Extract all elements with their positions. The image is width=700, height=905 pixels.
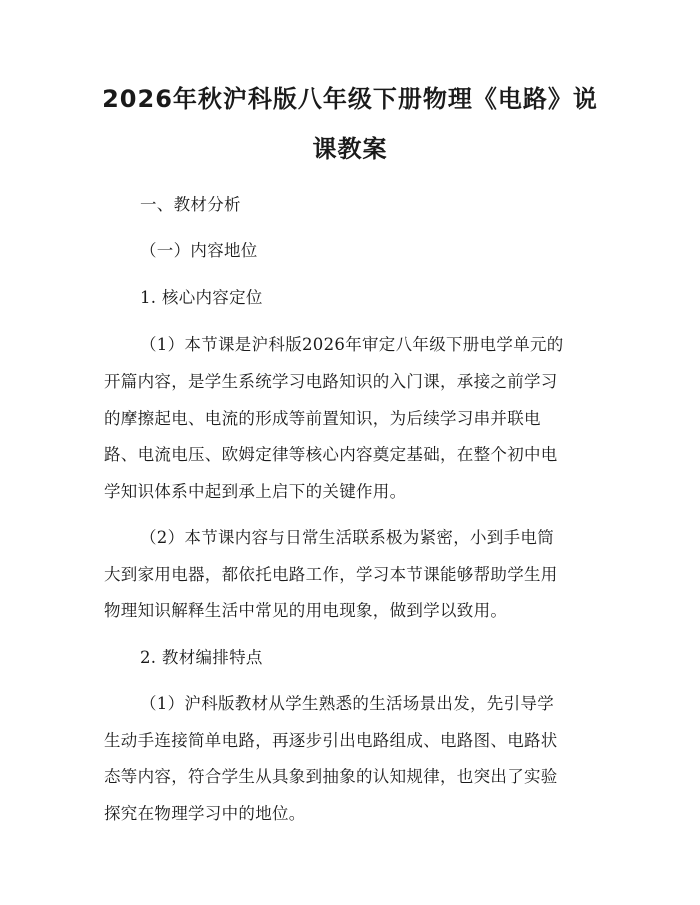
paragraph-2-line-2: 大到家用电器，都依托电路工作，学习本节课能够帮助学生用 — [104, 565, 558, 584]
item-heading-compilation-features: 2. 教材编排特点 — [140, 648, 263, 667]
subsection-heading-content-position: （一）内容地位 — [140, 241, 258, 260]
paragraph-3-line-3: 态等内容，符合学生从具象到抽象的认知规律，也突出了实验 — [104, 767, 558, 786]
paragraph-1-line-4: 路、电流电压、欧姆定律等核心内容奠定基础，在整个初中电 — [104, 445, 558, 464]
paragraph-1-line-5: 学知识体系中起到承上启下的关键作用。 — [104, 482, 407, 501]
item-heading-core-content: 1. 核心内容定位 — [140, 288, 263, 307]
document-title-line-1: 2026年秋沪科版八年级下册物理《电路》说 — [102, 85, 598, 113]
paragraph-2-line-3: 物理知识解释生活中常见的用电现象，做到学以致用。 — [104, 601, 508, 620]
section-heading-materials-analysis: 一、教材分析 — [140, 195, 241, 214]
paragraph-1-line-2: 开篇内容，是学生系统学习电路知识的入门课，承接之前学习 — [104, 372, 558, 391]
paragraph-3-line-2: 生动手连接简单电路，再逐步引出电路组成、电路图、电路状 — [104, 731, 558, 750]
paragraph-3-line-4: 探究在物理学习中的地位。 — [104, 804, 306, 823]
paragraph-1-line-3: 的摩擦起电、电流的形成等前置知识，为后续学习串并联电 — [104, 409, 541, 428]
document-title-line-2: 课教案 — [312, 135, 388, 163]
paragraph-1-line-1: （1）本节课是沪科版2026年审定八年级下册电学单元的 — [140, 335, 564, 354]
paragraph-2-line-1: （2）本节课内容与日常生活联系极为紧密，小到手电筒 — [140, 528, 554, 547]
paragraph-3-line-1: （1）沪科版教材从学生熟悉的生活场景出发，先引导学 — [140, 694, 554, 713]
